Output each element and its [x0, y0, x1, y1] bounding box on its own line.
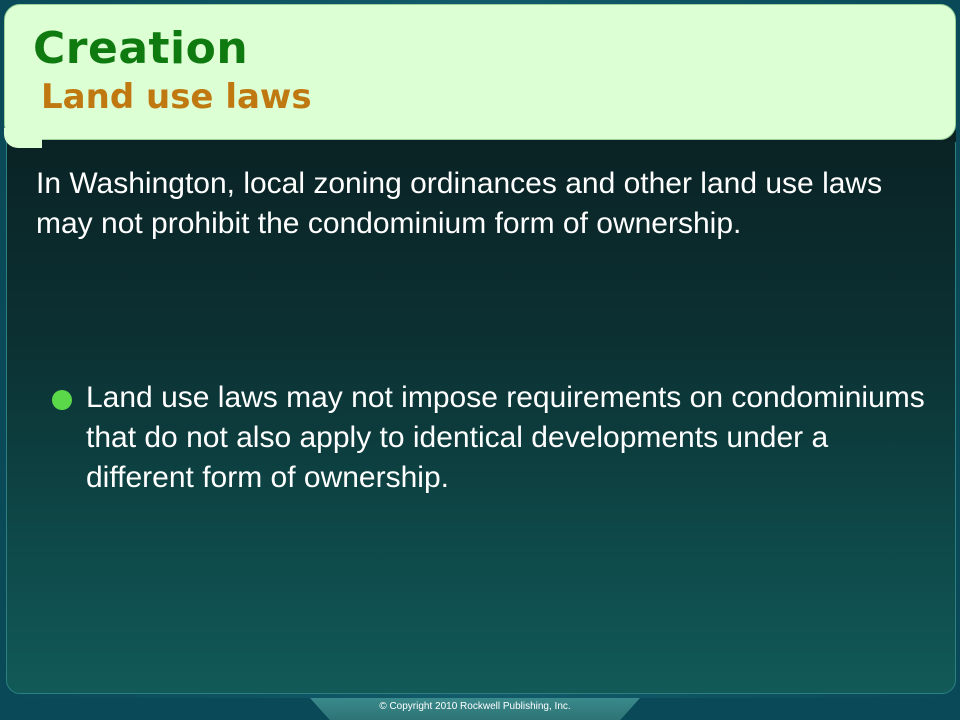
title-panel	[4, 4, 956, 140]
slide-subtitle: Land use laws	[41, 77, 312, 117]
copyright-notice: © Copyright 2010 Rockwell Publishing, Inc.	[379, 701, 571, 712]
bullet-text: Land use laws may not impose requirements on condominiums that do not also apply to identical developments under a different form of ownership.	[86, 381, 925, 494]
bullet-dot-icon	[52, 390, 72, 410]
slide-title: Creation	[33, 23, 249, 74]
title-panel-tab	[4, 128, 42, 148]
intro-paragraph: In Washington, local zoning ordinances and other land use laws may not prohibit the condominium form of ownership.	[36, 167, 883, 240]
